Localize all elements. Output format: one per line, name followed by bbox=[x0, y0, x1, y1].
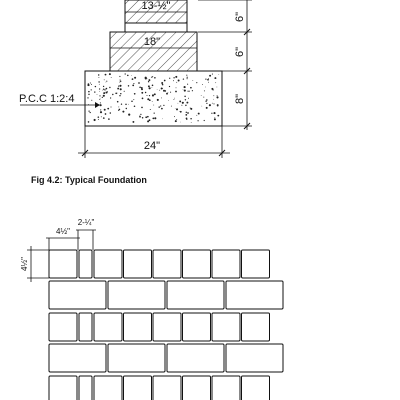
aggregate-speck bbox=[99, 99, 100, 100]
aggregate-speck bbox=[105, 74, 107, 76]
aggregate-speck bbox=[106, 81, 107, 82]
aggregate-speck bbox=[204, 90, 205, 91]
aggregate-speck bbox=[115, 92, 117, 94]
aggregate-speck bbox=[120, 81, 121, 82]
aggregate-speck bbox=[173, 99, 174, 100]
aggregate-speck bbox=[213, 95, 214, 96]
aggregate-speck bbox=[217, 104, 219, 106]
dim-height-top-label: 6" bbox=[234, 11, 246, 23]
aggregate-speck bbox=[138, 82, 140, 84]
aggregate-speck bbox=[168, 92, 169, 93]
dim-course-height bbox=[20, 246, 49, 282]
aggregate-speck bbox=[207, 100, 208, 101]
aggregate-speck bbox=[169, 86, 170, 87]
aggregate-speck bbox=[91, 100, 92, 101]
aggregate-speck bbox=[188, 98, 189, 99]
aggregate-speck bbox=[179, 100, 181, 102]
aggregate-speck bbox=[110, 112, 112, 114]
aggregate-speck bbox=[185, 114, 187, 116]
aggregate-speck bbox=[218, 74, 219, 75]
brick-courses bbox=[49, 250, 283, 400]
aggregate-speck bbox=[190, 118, 191, 119]
aggregate-speck bbox=[121, 104, 122, 105]
aggregate-speck bbox=[120, 88, 122, 90]
aggregate-speck bbox=[206, 107, 208, 109]
aggregate-speck bbox=[149, 119, 151, 121]
aggregate-speck bbox=[204, 120, 205, 121]
aggregate-speck bbox=[152, 85, 154, 87]
aggregate-speck bbox=[205, 78, 206, 79]
aggregate-speck bbox=[214, 77, 216, 79]
aggregate-speck bbox=[184, 90, 186, 92]
aggregate-speck bbox=[184, 86, 186, 88]
aggregate-speck bbox=[175, 120, 177, 122]
aggregate-speck bbox=[118, 86, 119, 87]
aggregate-speck bbox=[131, 101, 133, 103]
aggregate-speck bbox=[211, 88, 213, 90]
aggregate-speck bbox=[102, 90, 103, 91]
aggregate-speck bbox=[88, 110, 89, 111]
aggregate-speck bbox=[103, 117, 105, 119]
dim-brick-length-label: 4½" bbox=[56, 227, 70, 236]
aggregate-speck bbox=[191, 122, 192, 123]
aggregate-speck bbox=[106, 88, 108, 90]
aggregate-speck bbox=[176, 108, 178, 110]
header-brick bbox=[94, 376, 122, 400]
aggregate-speck bbox=[211, 113, 212, 114]
aggregate-speck bbox=[134, 93, 136, 95]
brick-bond-elevation bbox=[20, 218, 283, 400]
aggregate-speck bbox=[98, 74, 99, 75]
aggregate-speck bbox=[154, 112, 155, 113]
aggregate-speck bbox=[149, 87, 151, 89]
aggregate-speck bbox=[192, 90, 193, 91]
aggregate-speck bbox=[100, 111, 102, 113]
aggregate-speck bbox=[174, 116, 175, 117]
aggregate-speck bbox=[150, 109, 151, 110]
header-brick bbox=[212, 313, 240, 341]
aggregate-speck bbox=[120, 93, 121, 94]
aggregate-speck bbox=[217, 95, 218, 96]
aggregate-speck bbox=[117, 93, 118, 94]
stretcher-brick bbox=[167, 344, 224, 372]
aggregate-speck bbox=[152, 118, 154, 120]
aggregate-speck bbox=[100, 109, 101, 110]
aggregate-speck bbox=[99, 91, 100, 92]
header-brick bbox=[49, 313, 77, 341]
aggregate-speck bbox=[178, 80, 180, 82]
aggregate-speck bbox=[142, 117, 144, 119]
aggregate-speck bbox=[125, 104, 126, 105]
aggregate-speck bbox=[103, 92, 105, 94]
aggregate-speck bbox=[109, 73, 111, 75]
aggregate-speck bbox=[201, 95, 202, 96]
aggregate-speck bbox=[125, 73, 126, 74]
aggregate-speck bbox=[162, 118, 163, 119]
aggregate-speck bbox=[209, 75, 211, 77]
aggregate-speck bbox=[202, 84, 203, 85]
aggregate-speck bbox=[104, 89, 105, 90]
aggregate-speck bbox=[88, 94, 89, 95]
aggregate-speck bbox=[183, 78, 184, 79]
aggregate-speck bbox=[87, 84, 89, 86]
aggregate-speck bbox=[119, 76, 120, 77]
header-brick bbox=[49, 250, 77, 278]
aggregate-speck bbox=[126, 108, 127, 109]
aggregate-speck bbox=[122, 111, 124, 113]
aggregate-speck bbox=[98, 81, 99, 82]
dim-base-width bbox=[78, 126, 230, 158]
aggregate-speck bbox=[110, 97, 111, 98]
aggregate-speck bbox=[148, 85, 150, 87]
aggregate-speck bbox=[186, 112, 187, 113]
aggregate-speck bbox=[185, 105, 186, 106]
aggregate-speck bbox=[209, 104, 211, 106]
aggregate-speck bbox=[128, 104, 129, 105]
aggregate-speck bbox=[206, 103, 207, 104]
aggregate-speck bbox=[140, 114, 141, 115]
aggregate-speck bbox=[185, 99, 186, 100]
aggregate-speck bbox=[180, 122, 181, 123]
aggregate-speck bbox=[175, 91, 177, 93]
dim-height-base-label: 8" bbox=[234, 93, 246, 105]
aggregate-speck bbox=[107, 91, 108, 92]
dim-closer-width-label: 2-¼" bbox=[77, 218, 95, 227]
aggregate-speck bbox=[213, 99, 214, 100]
aggregate-speck bbox=[161, 108, 163, 110]
header-brick bbox=[124, 250, 152, 278]
aggregate-speck bbox=[192, 80, 193, 81]
aggregate-speck bbox=[148, 79, 150, 81]
aggregate-speck bbox=[163, 105, 164, 106]
aggregate-speck bbox=[153, 105, 154, 106]
aggregate-speck bbox=[212, 74, 213, 75]
queen-closer-brick bbox=[79, 313, 92, 341]
aggregate-speck bbox=[117, 101, 119, 103]
aggregate-speck bbox=[207, 79, 209, 81]
pcc-label: P.C.C 1:2:4 bbox=[19, 93, 75, 105]
aggregate-speck bbox=[98, 77, 99, 78]
aggregate-speck bbox=[141, 88, 143, 90]
aggregate-speck bbox=[196, 82, 197, 83]
aggregate-speck bbox=[140, 115, 141, 116]
aggregate-speck bbox=[152, 101, 153, 102]
header-brick bbox=[183, 376, 211, 400]
aggregate-speck bbox=[213, 103, 214, 104]
aggregate-speck bbox=[217, 115, 219, 117]
aggregate-speck bbox=[119, 109, 121, 111]
aggregate-speck bbox=[159, 90, 160, 91]
header-brick bbox=[124, 313, 152, 341]
aggregate-speck bbox=[100, 104, 102, 106]
aggregate-speck bbox=[106, 82, 107, 83]
aggregate-speck bbox=[173, 77, 174, 78]
stretcher-brick bbox=[108, 344, 165, 372]
aggregate-speck bbox=[98, 116, 100, 118]
stretcher-brick bbox=[167, 281, 224, 309]
aggregate-speck bbox=[148, 81, 149, 82]
aggregate-speck bbox=[119, 82, 120, 83]
aggregate-speck bbox=[190, 87, 192, 89]
header-brick bbox=[153, 376, 181, 400]
aggregate-speck bbox=[212, 103, 213, 104]
aggregate-speck bbox=[160, 105, 161, 106]
aggregate-speck bbox=[131, 75, 132, 76]
aggregate-speck bbox=[186, 118, 188, 120]
aggregate-speck bbox=[88, 91, 90, 93]
header-brick bbox=[153, 313, 181, 341]
aggregate-speck bbox=[99, 95, 100, 96]
aggregate-speck bbox=[182, 102, 184, 104]
dim-top-width-label: 13-½" bbox=[141, 0, 171, 12]
header-brick bbox=[183, 313, 211, 341]
aggregate-speck bbox=[100, 98, 101, 99]
aggregate-speck bbox=[157, 89, 158, 90]
aggregate-speck bbox=[91, 89, 92, 90]
aggregate-speck bbox=[103, 86, 104, 87]
aggregate-speck bbox=[142, 98, 144, 100]
aggregate-speck bbox=[134, 105, 136, 107]
aggregate-speck bbox=[87, 97, 88, 98]
header-brick bbox=[242, 376, 270, 400]
stretcher-brick bbox=[49, 281, 106, 309]
aggregate-speck bbox=[134, 77, 136, 79]
aggregate-speck bbox=[157, 99, 159, 101]
aggregate-speck bbox=[162, 88, 163, 89]
aggregate-speck bbox=[190, 108, 192, 110]
aggregate-speck bbox=[149, 95, 150, 96]
aggregate-speck bbox=[132, 85, 134, 87]
aggregate-speck bbox=[91, 84, 92, 85]
aggregate-speck bbox=[90, 82, 91, 83]
aggregate-speck bbox=[175, 108, 176, 109]
aggregate-speck bbox=[213, 112, 215, 114]
header-brick bbox=[212, 376, 240, 400]
aggregate-speck bbox=[132, 121, 134, 123]
header-brick bbox=[183, 250, 211, 278]
aggregate-speck bbox=[181, 105, 182, 106]
aggregate-speck bbox=[120, 79, 121, 80]
aggregate-speck bbox=[158, 106, 159, 107]
aggregate-speck bbox=[99, 88, 100, 89]
aggregate-speck bbox=[132, 78, 134, 80]
aggregate-speck bbox=[176, 87, 177, 88]
aggregate-speck bbox=[141, 92, 143, 94]
aggregate-speck bbox=[112, 94, 113, 95]
aggregate-speck bbox=[119, 95, 120, 96]
header-brick bbox=[94, 313, 122, 341]
aggregate-speck bbox=[141, 107, 143, 109]
aggregate-speck bbox=[94, 119, 96, 121]
aggregate-speck bbox=[102, 97, 103, 98]
aggregate-speck bbox=[128, 114, 130, 116]
aggregate-speck bbox=[127, 75, 129, 77]
aggregate-speck bbox=[176, 119, 177, 120]
aggregate-speck bbox=[104, 79, 105, 80]
stretcher-brick bbox=[226, 344, 283, 372]
aggregate-speck bbox=[183, 89, 184, 90]
aggregate-speck bbox=[145, 77, 147, 79]
aggregate-speck bbox=[178, 103, 179, 104]
stretcher-brick bbox=[49, 344, 106, 372]
aggregate-speck bbox=[152, 87, 153, 88]
aggregate-speck bbox=[118, 106, 119, 107]
aggregate-speck bbox=[205, 100, 206, 101]
aggregate-speck bbox=[105, 113, 107, 115]
aggregate-speck bbox=[184, 96, 185, 97]
aggregate-speck bbox=[187, 91, 188, 92]
header-brick bbox=[49, 376, 77, 400]
aggregate-speck bbox=[95, 86, 96, 87]
aggregate-speck bbox=[107, 108, 109, 110]
dim-course-height-label: 4½" bbox=[20, 257, 29, 271]
aggregate-speck bbox=[203, 97, 204, 98]
aggregate-speck bbox=[154, 77, 156, 79]
aggregate-speck bbox=[201, 106, 202, 107]
aggregate-speck bbox=[101, 116, 102, 117]
aggregate-speck bbox=[94, 91, 95, 92]
aggregate-speck bbox=[173, 80, 174, 81]
aggregate-speck bbox=[145, 92, 146, 93]
dim-base-width-label: 24" bbox=[143, 140, 161, 152]
aggregate-speck bbox=[151, 77, 152, 78]
aggregate-speck bbox=[98, 119, 99, 120]
aggregate-speck bbox=[166, 93, 168, 95]
aggregate-speck bbox=[103, 89, 104, 90]
aggregate-speck bbox=[117, 88, 118, 89]
aggregate-speck bbox=[161, 82, 163, 84]
aggregate-speck bbox=[163, 90, 165, 92]
aggregate-speck bbox=[216, 96, 218, 98]
aggregate-speck bbox=[128, 85, 129, 86]
aggregate-speck bbox=[153, 94, 154, 95]
foundation-section bbox=[19, 0, 252, 158]
aggregate-speck bbox=[169, 78, 170, 79]
queen-closer-brick bbox=[79, 250, 92, 278]
aggregate-speck bbox=[162, 84, 164, 86]
aggregate-speck bbox=[108, 118, 110, 120]
aggregate-speck bbox=[139, 87, 141, 89]
aggregate-speck bbox=[187, 112, 189, 114]
aggregate-speck bbox=[145, 116, 147, 118]
aggregate-speck bbox=[146, 95, 147, 96]
aggregate-speck bbox=[97, 94, 98, 95]
aggregate-speck bbox=[133, 83, 134, 84]
aggregate-speck bbox=[133, 99, 134, 100]
figure-caption: Fig 4.2: Typical Foundation bbox=[31, 175, 147, 185]
queen-closer-brick bbox=[79, 376, 92, 400]
aggregate-speck bbox=[217, 106, 218, 107]
aggregate-speck bbox=[104, 109, 106, 111]
stretcher-brick bbox=[108, 281, 165, 309]
aggregate-speck bbox=[103, 95, 105, 97]
aggregate-speck bbox=[111, 77, 112, 78]
aggregate-speck bbox=[110, 106, 111, 107]
aggregate-speck bbox=[208, 82, 209, 83]
aggregate-speck bbox=[217, 87, 218, 88]
aggregate-speck bbox=[175, 76, 177, 78]
aggregate-speck bbox=[152, 95, 153, 96]
aggregate-speck bbox=[187, 77, 188, 78]
aggregate-speck bbox=[215, 82, 216, 83]
aggregate-speck bbox=[100, 102, 101, 103]
aggregate-speck bbox=[149, 99, 151, 101]
header-brick bbox=[242, 250, 270, 278]
aggregate-speck bbox=[161, 97, 162, 98]
aggregate-speck bbox=[174, 98, 175, 99]
aggregate-speck bbox=[139, 116, 141, 118]
aggregate-speck bbox=[186, 75, 187, 76]
aggregate-speck bbox=[164, 80, 166, 82]
aggregate-speck bbox=[197, 120, 198, 121]
aggregate-speck bbox=[186, 102, 188, 104]
aggregate-speck bbox=[187, 78, 188, 79]
aggregate-speck bbox=[187, 84, 188, 85]
aggregate-speck bbox=[196, 115, 197, 116]
dim-height-step-label: 6" bbox=[234, 46, 246, 58]
aggregate-speck bbox=[109, 87, 110, 88]
header-brick bbox=[124, 376, 152, 400]
aggregate-speck bbox=[176, 82, 177, 83]
header-brick bbox=[242, 313, 270, 341]
aggregate-speck bbox=[154, 93, 156, 95]
header-brick bbox=[212, 250, 240, 278]
header-brick bbox=[153, 250, 181, 278]
aggregate-speck bbox=[180, 111, 182, 113]
aggregate-speck bbox=[88, 121, 90, 123]
dim-brick-widths bbox=[46, 218, 96, 250]
aggregate-speck bbox=[189, 91, 190, 92]
aggregate-speck bbox=[198, 113, 200, 115]
header-brick bbox=[94, 250, 122, 278]
aggregate-speck bbox=[124, 91, 125, 92]
aggregate-speck bbox=[168, 100, 169, 101]
stretcher-brick bbox=[226, 281, 283, 309]
aggregate-speck bbox=[90, 112, 91, 113]
dim-step-width-label: 18" bbox=[143, 36, 161, 48]
aggregate-speck bbox=[170, 92, 171, 93]
aggregate-speck bbox=[154, 117, 156, 119]
aggregate-speck bbox=[205, 87, 206, 88]
aggregate-speck bbox=[148, 116, 149, 117]
aggregate-speck bbox=[99, 84, 100, 85]
aggregate-speck bbox=[214, 117, 215, 118]
aggregate-speck bbox=[214, 118, 216, 120]
aggregate-speck bbox=[171, 106, 172, 107]
aggregate-speck bbox=[119, 85, 121, 87]
